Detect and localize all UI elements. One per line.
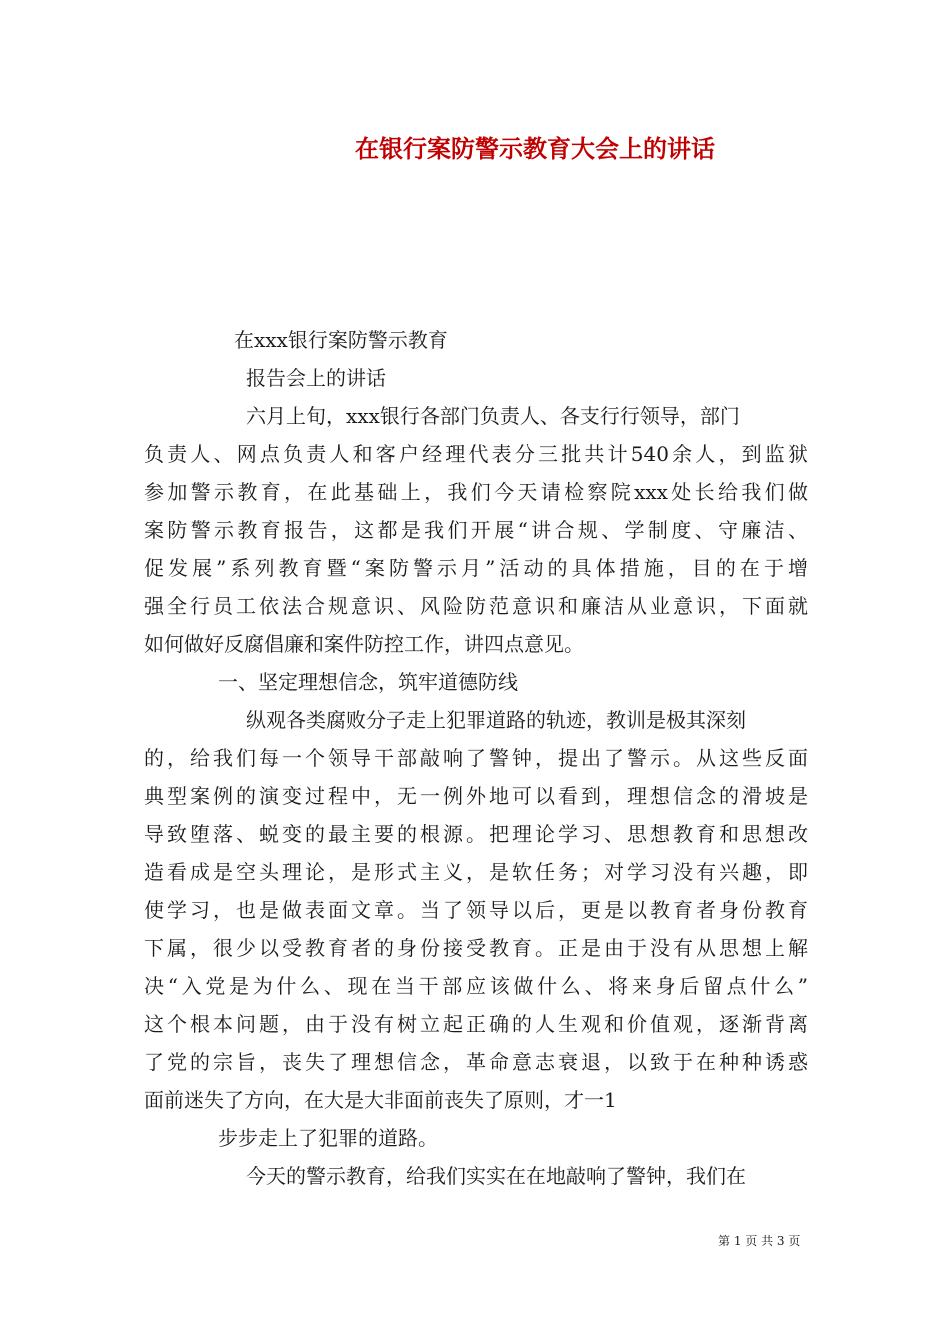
paragraph-1-line: 强全行员工依法合规意识、风险防范意识和廉洁从业意识，下面就 — [144, 594, 808, 618]
paragraph-2-line: 决“入党是为什么、现在当干部应该做什么、将来身后留点什么” — [144, 974, 808, 998]
paragraph-1-line: 如何做好反腐倡廉和案件防控工作，讲四点意见。 — [144, 632, 584, 656]
section-1-heading: 一、坚定理想信念，筑牢道德防线 — [218, 670, 518, 694]
paragraph-4: 今天的警示教育，给我们实实在在地敲响了警钟，我们在 — [246, 1164, 746, 1188]
paragraph-1-line: 促发展”系列教育暨“案防警示月”活动的具体措施，目的在于增 — [144, 556, 808, 580]
subtitle-line-1: 在xxx银行案防警示教育 — [234, 328, 448, 352]
paragraph-3: 步步走上了犯罪的道路。 — [218, 1126, 438, 1150]
paragraph-2-line: 典型案例的演变过程中，无一例外地可以看到，理想信念的滑坡是 — [144, 784, 808, 808]
page-number-footer: 第 1 页 共 3 页 — [718, 1234, 801, 1248]
paragraph-1-line: 参加警示教育，在此基础上，我们今天请检察院xxx处长给我们做 — [144, 480, 808, 504]
paragraph-2-line: 造看成是空头理论，是形式主义，是软任务；对学习没有兴趣，即 — [144, 860, 808, 884]
paragraph-2-line: 的，给我们每一个领导干部敲响了警钟，提出了警示。从这些反面 — [144, 746, 808, 770]
paragraph-2-line: 使学习，也是做表面文章。当了领导以后，更是以教育者身份教育 — [144, 898, 808, 922]
subtitle-line-2: 报告会上的讲话 — [246, 366, 386, 390]
paragraph-1-line: 六月上旬，xxx银行各部门负责人、各支行行领导，部门 — [246, 404, 740, 428]
paragraph-2-line: 导致堕落、蜕变的最主要的根源。把理论学习、思想教育和思想改 — [144, 822, 808, 846]
paragraph-2-line: 了党的宗旨，丧失了理想信念，革命意志衰退，以致于在种种诱惑 — [144, 1050, 808, 1074]
paragraph-2-line: 这个根本问题，由于没有树立起正确的人生观和价值观，逐渐背离 — [144, 1012, 808, 1036]
paragraph-2-line: 下属，很少以受教育者的身份接受教育。正是由于没有从思想上解 — [144, 936, 808, 960]
paragraph-1-line: 案防警示教育报告，这都是我们开展“讲合规、学制度、守廉洁、 — [144, 518, 808, 542]
paragraph-2-line: 纵观各类腐败分子走上犯罪道路的轨迹，教训是极其深刻 — [246, 708, 746, 732]
paragraph-1-line: 负责人、网点负责人和客户经理代表分三批共计540余人，到监狱 — [144, 442, 808, 466]
document-title: 在银行案防警示教育大会上的讲话 — [355, 134, 715, 163]
paragraph-2-line: 面前迷失了方向，在大是大非面前丧失了原则，才一1 — [144, 1088, 617, 1112]
